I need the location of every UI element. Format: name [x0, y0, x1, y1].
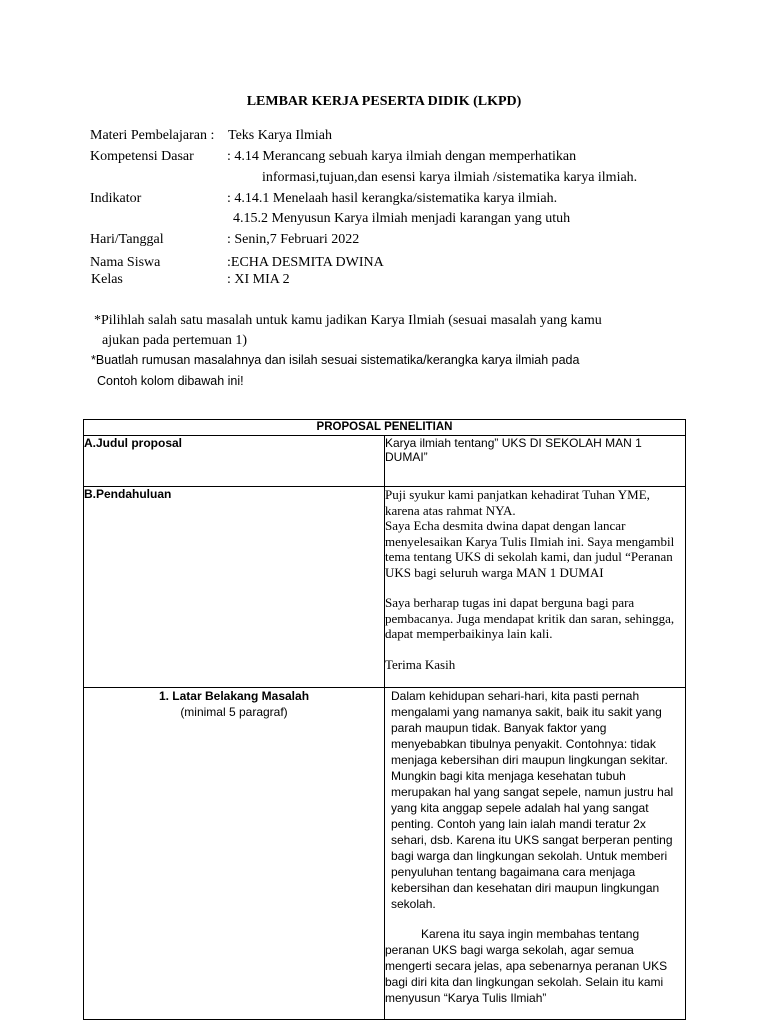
materi-value: Teks Karya Ilmiah — [228, 128, 332, 143]
tanggal-value: : Senin,7 Februari 2022 — [227, 232, 360, 247]
nama-value: :ECHA DESMITA DWINA — [227, 255, 384, 270]
instruction-2-line2: Contoh kolom dibawah ini! — [97, 374, 244, 388]
tanggal-label: Hari/Tanggal — [90, 232, 164, 247]
proposal-header: PROPOSAL PENELITIAN — [84, 420, 686, 436]
latar-sublabel: (minimal 5 paragraf) — [180, 705, 288, 719]
materi-label: Materi Pembelajaran : — [90, 128, 215, 143]
latar-label-cell — [84, 688, 385, 1020]
pendahuluan-paragraph-2: Saya Echa desmita dwina dapat dengan lancar menyelesaikan Karya Tulis Ilmiah ini. Saya mengambil tema tentang UKS di sekolah kami, dan judul “Peranan UKS bagi seluruh warga MAN 1 DUMAI — [385, 518, 675, 580]
kd-label: Kompetensi Dasar — [90, 149, 194, 164]
instruction-1-line2: ajukan pada pertemuan 1) — [102, 333, 247, 348]
kd-value-line2: informasi,tujuan,dan esensi karya ilmiah /sistematika karya ilmiah. — [262, 170, 638, 185]
judul-label: A.Judul proposal — [84, 436, 385, 487]
latar-paragraph-2: Karena itu saya ingin membahas tentang peranan UKS bagi warga sekolah, agar semua mengerti secara jelas, apa sebenarnya peranan UKS bagi diri kita dan lingkungan sekolah. Selain itu kami menyusun “Karya Tulis Ilmiah” — [385, 927, 668, 1005]
latar-paragraph-1: Dalam kehidupan sehari-hari, kita pasti pernah mengalami yang namanya sakit, baik itu sakit yang parah maupun tidak. Banyak faktor yang menyebabkan tibulnya penyakit. Contohnya: tidak menjaga kebersihan diri maupun lingkungan sekitar. Mungkin bagi kita menjaga kesehatan tubuh merupakan hal yang sangat sepele, namun justru hal yang kita anggap sepele adalah hal yang sangat penting. Contoh yang lain ialah mandi teratur 2x sehari, dsb. Karena itu UKS sangat berperan penting bagi warga dan lingkungan sekolah. Untuk memberi penyuluhan tentang bagaimana cara menjaga kebersihan dan kesehatan diri maupun lingkungan sekolah. — [391, 689, 674, 911]
latar-label: 1. Latar Belakang Masalah — [158, 689, 310, 703]
pendahuluan-paragraph-1: Puji syukur kami panjatkan kehadirat Tuhan YME, karena atas rahmat NYA. — [385, 487, 650, 518]
nama-label: Nama Siswa — [90, 255, 161, 270]
judul-value: Karya ilmiah tentang” UKS DI SEKOLAH MAN 1 DUMAI” — [385, 436, 686, 487]
indikator-label: Indikator — [90, 191, 142, 206]
kelas-value: : XI MIA 2 — [227, 272, 290, 287]
pendahuluan-content — [385, 487, 686, 688]
pendahuluan-label: B.Pendahuluan — [84, 487, 385, 688]
proposal-table — [83, 419, 686, 1020]
instruction-1 — [94, 311, 602, 351]
indikator-line1: : 4.14.1 Menelaah hasil kerangka/sistematika karya ilmiah. — [227, 191, 558, 206]
pendahuluan-paragraph-3: Saya berharap tugas ini dapat berguna bagi para pembacanya. Juga mendapat kritik dan saran, sehingga, dapat memperbaikinya lain kali. — [385, 595, 675, 641]
instruction-1-line1: *Pilihlah salah satu masalah untuk kamu jadikan Karya Ilmiah (sesuai masalah yang kamu — [94, 313, 602, 328]
document-title: LEMBAR KERJA PESERTA DIDIK (LKPD) — [246, 94, 522, 109]
latar-content — [385, 688, 686, 1020]
indikator-line2: 4.15.2 Menyusun Karya ilmiah menjadi karangan yang utuh — [233, 211, 571, 226]
pendahuluan-paragraph-4: Terima Kasih — [385, 656, 456, 672]
instruction-2 — [91, 350, 579, 392]
instruction-2-line1: *Buatlah rumusan masalahnya dan isilah sesuai sistematika/kerangka karya ilmiah pada — [91, 353, 580, 367]
kelas-label: Kelas — [91, 272, 123, 287]
kd-value-line1: : 4.14 Merancang sebuah karya ilmiah dengan memperhatikan — [227, 149, 577, 164]
